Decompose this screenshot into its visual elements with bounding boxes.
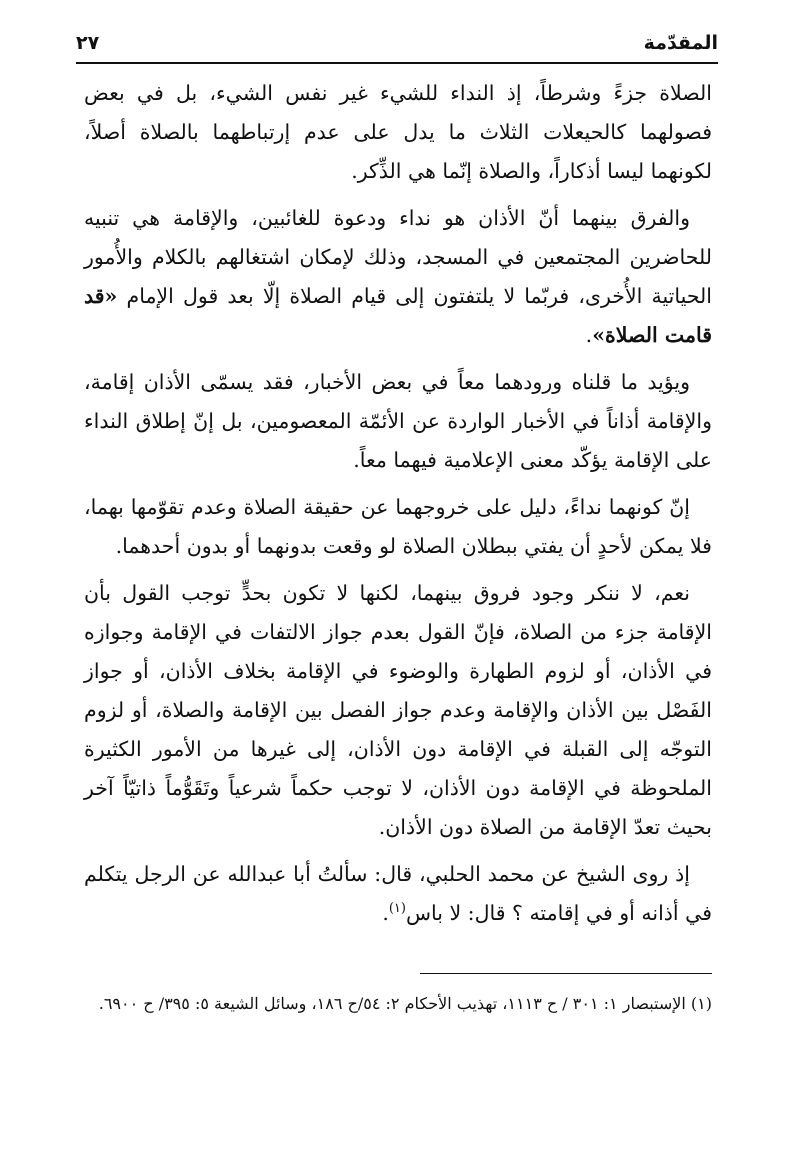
paragraph-5 [84,574,712,847]
footnote-reference[interactable]: (١) [388,901,406,917]
paragraph-text: والفرق بينهما أنّ الأذان هو نداء ودعوة للغائبين، والإقامة هي تنبيه للحاضرين المجتمعين في المسجد، وذلك لإمكان اشتغالهم بالكلام والأُمور الحياتية الأُخرى، فربّما لا يلتفتون إلى قيام الصلاة إلّا بعد قول الإمام [84,206,712,308]
main-text [84,74,712,941]
page-header [76,28,718,64]
paragraph-text: إذ روى الشيخ عن محمد الحلبي، قال: سألتُ أبا عبدالله عن الرجل يتكلم في أذانه أو في إقامته ؟ قال: لا باس [84,862,712,925]
paragraph-text-end: . [382,901,389,925]
paragraph-1 [84,74,712,191]
paragraph-6 [84,855,712,933]
quoted-phrase: «قد قامت الصلاة» [84,284,712,347]
paragraph-text: نعم، لا ننكر وجود فروق بينهما، لكنها لا تكون بحدٍّ توجب القول بأن الإقامة جزء من الصلاة، فإنّ القول بعدم جواز الالتفات في الإقامة وجوازه في الأذان، أو لزوم الطهارة والوضوء في الإقامة بخلاف الأذان، أو جواز الفَصْل بين الأذان والإقامة وعدم جواز الفصل بين الإقامة والصلاة، أو لزوم التوجّه إلى القبلة في الإقامة دون الأذان، إلى غيرها من الأمور الكثيرة الملحوظة في الإقامة دون الأذان، لا توجب حكماً شرعياً وتَقَوُّماً ذاتيّاً آخر بحيث تعدّ الإقامة من الصلاة دون الأذان. [84,581,712,839]
footnote-1: (١) الإستبصار ١: ٣٠١ / ح ١١١٣، تهذيب الأحكام ٢: ٥٤/ح ١٨٦، وسائل الشيعة ٥: ٣٩٥/ ح ٦٩٠٠. [98,994,712,1013]
paragraph-2 [84,199,712,355]
paragraph-3 [84,363,712,480]
running-title: المقدّمة [643,32,718,54]
footnotes [84,988,712,1019]
paragraph-text: الصلاة جزءً وشرطاً، إذ النداء للشيء غير نفس الشيء، بل في بعض فصولهما كالحيعلات الثلاث ما يدل على عدم إرتباطهما بالصلاة أصلاً، لكونهما ليسا أذكاراً، والصلاة إنّما هي الذِّكر. [84,81,712,183]
paragraph-text-end: . [585,323,593,347]
paragraph-text: ويؤيد ما قلناه ورودهما معاً في بعض الأخبار، فقد يسمّى الأذان إقامة، والإقامة أذاناً في الأخبار الواردة عن الأئمّة المعصومين، بل إنّ إطلاق النداء على الإقامة يؤكّد معنى الإعلامية فيهما معاً. [84,370,712,472]
paragraph-4 [84,488,712,566]
paragraph-text: إنّ كونهما نداءً، دليل على خروجهما عن حقيقة الصلاة وعدم تقوّمها بهما، فلا يمكن لأحدٍ أن يفتي ببطلان الصلاة لو وقعت بدونهما أو بدون أحدهما. [84,495,712,558]
footnote-divider [420,973,712,974]
page-number: ٢٧ [76,32,100,54]
